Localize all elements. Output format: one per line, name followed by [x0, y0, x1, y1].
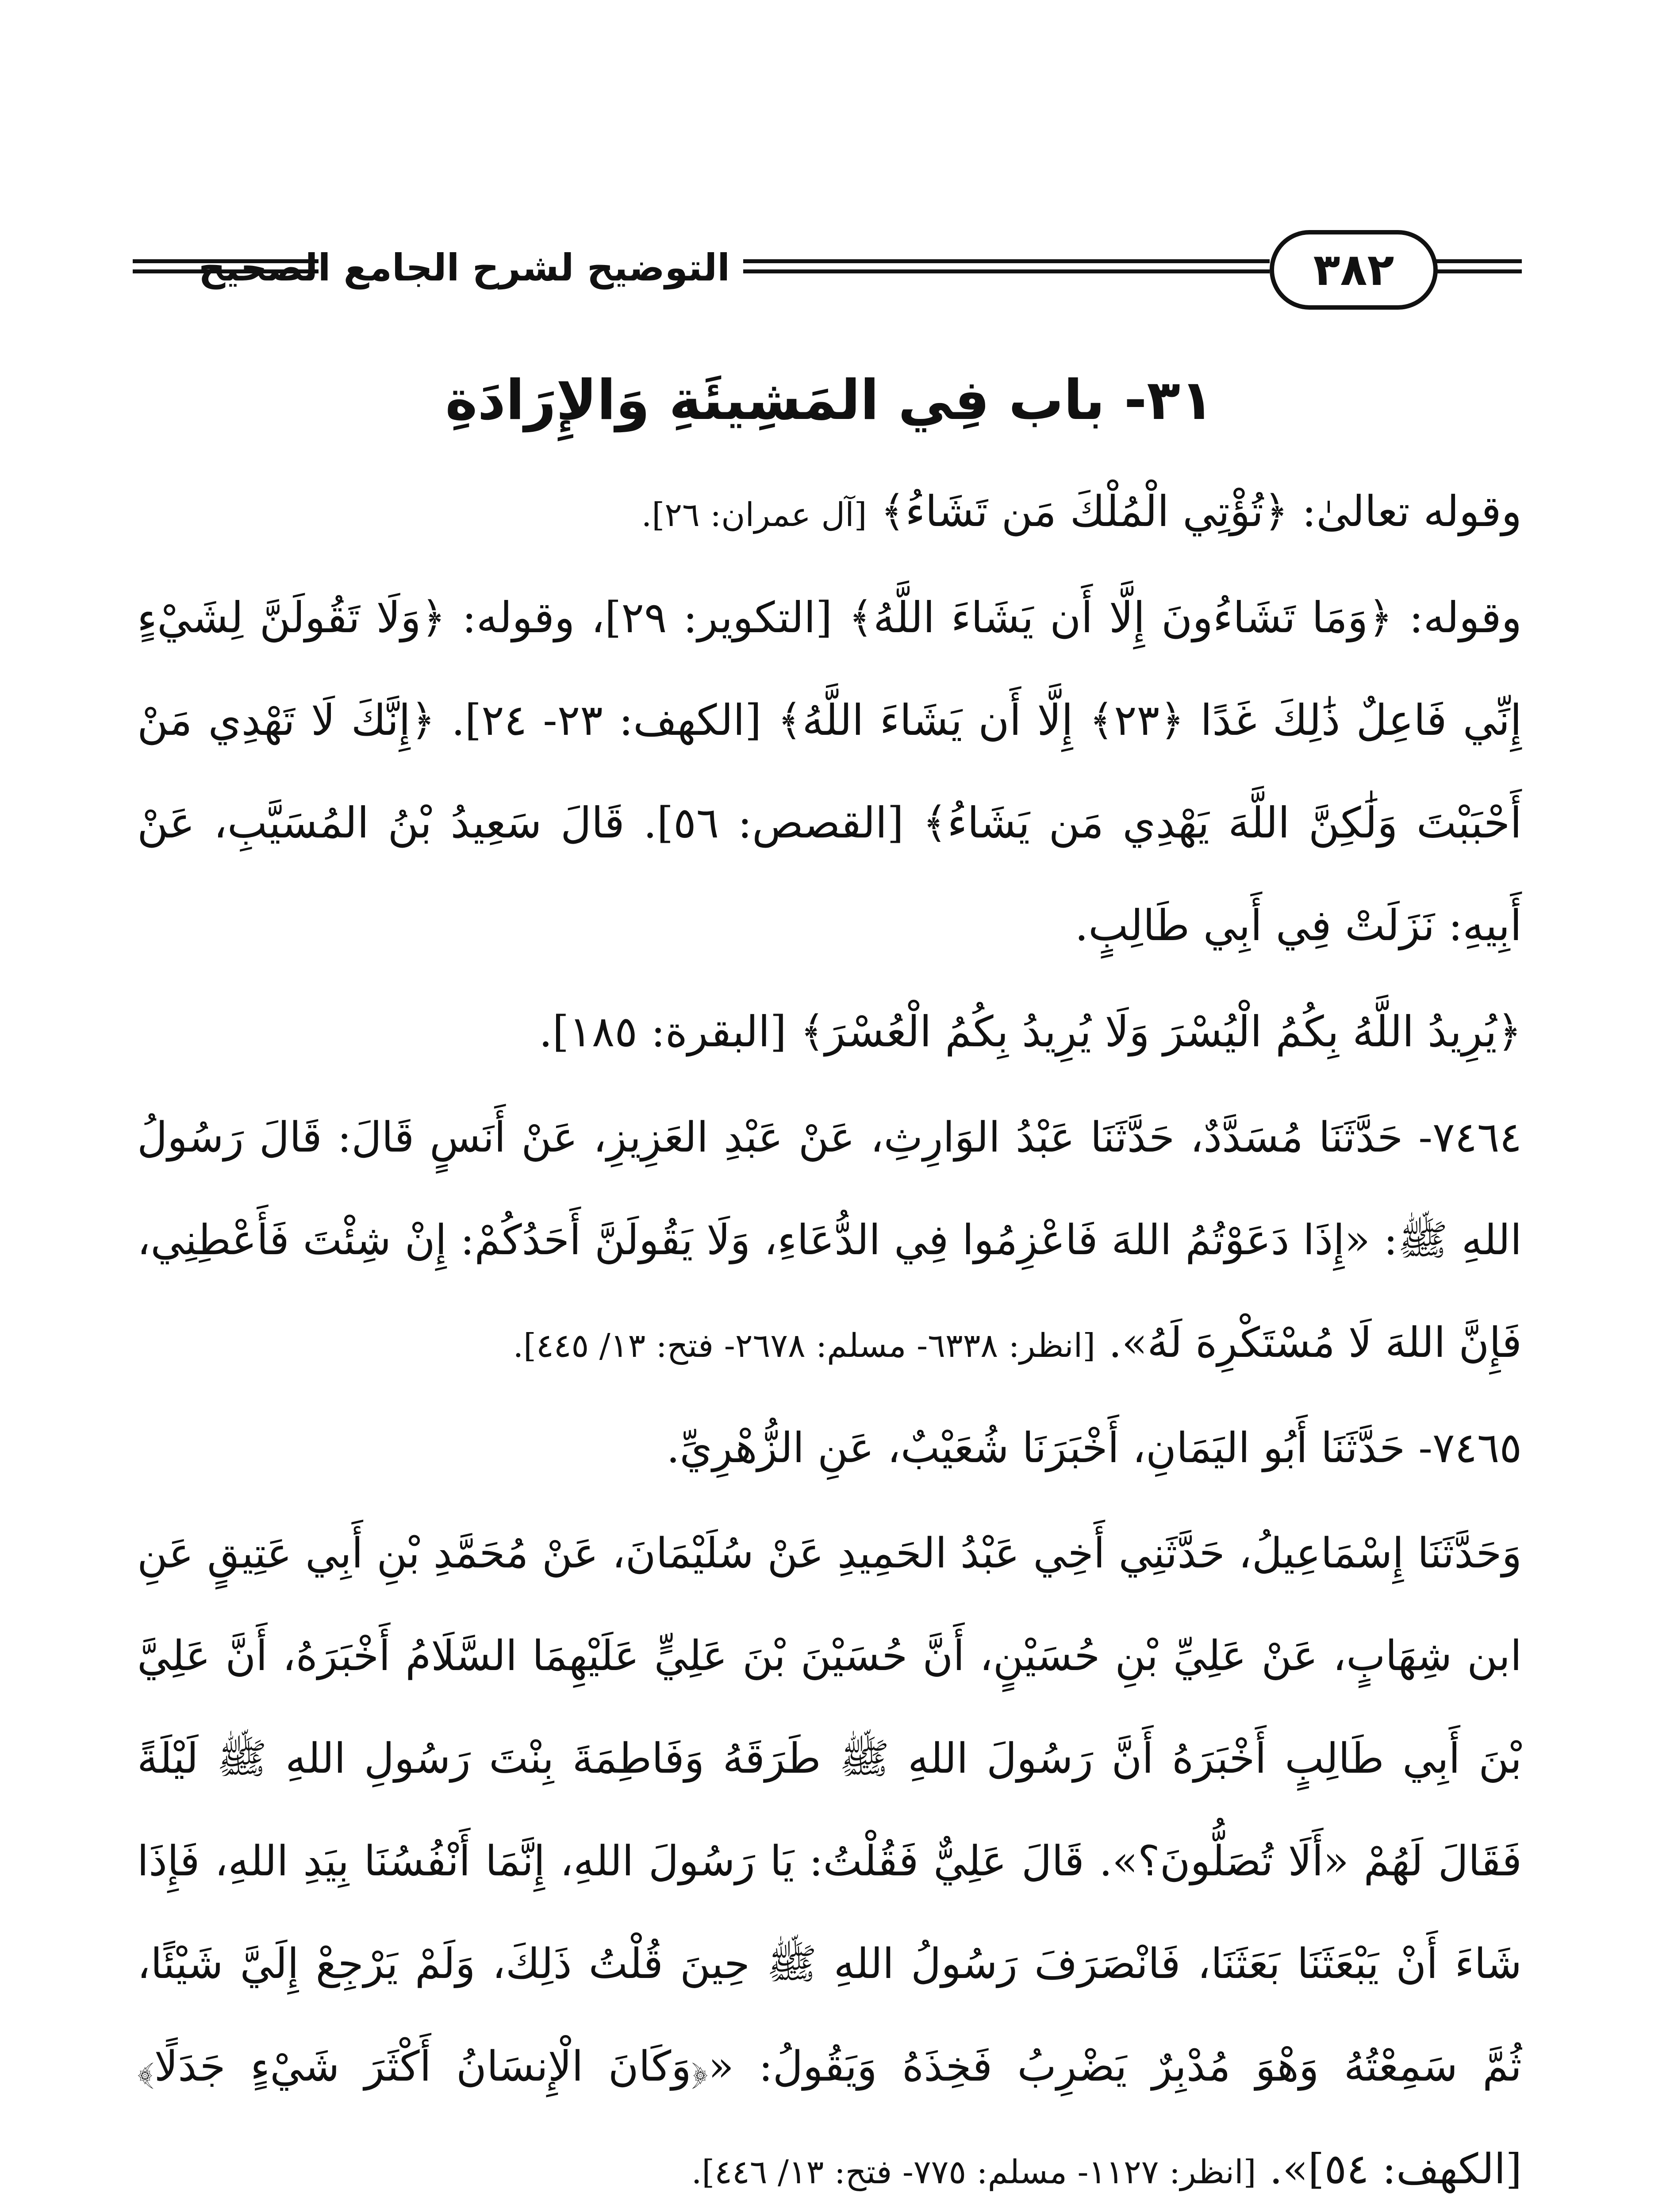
verse-text: ﴿يُرِيدُ اللَّهُ بِكُمُ الْيُسْرَ وَلَا يُرِيدُ بِكُمُ الْعُسْرَ﴾ [البقرة: ١٨٥].: [539, 1007, 1522, 1056]
header-rule-right: [1433, 259, 1522, 273]
page-number: ٣٨٢: [1270, 230, 1438, 310]
page-body: [137, 354, 1522, 2212]
running-header: [133, 230, 1522, 319]
chapter-title: ٣١- باب فِي المَشِيئَةِ وَالإِرَادَةِ: [445, 369, 1214, 432]
hadith-paragraph: [137, 1502, 1522, 2212]
verse-paragraph: [137, 460, 1522, 566]
header-rule-middle: [743, 259, 1270, 273]
hadith-paragraph: [137, 1087, 1522, 1397]
hadith-text: ٧٤٦٥- حَدَّثَنَا أَبُو اليَمَانِ، أَخْبَرَنَا شُعَيْبٌ، عَنِ الزُّهْرِيِّ.: [666, 1424, 1522, 1472]
running-title: التوضيح لشرح الجامع الصحيح: [198, 246, 730, 289]
hadith-text: وَحَدَّثَنَا إِسْمَاعِيلُ، حَدَّثَنِي أَخِي عَبْدُ الحَمِيدِ عَنْ سُلَيْمَانَ، عَنْ مُحَمَّدِ بْنِ أَبِي عَتِيقٍ عَنِ ابن شِهَابٍ، عَنْ عَلِيِّ بْنِ حُسَيْنٍ، أَنَّ حُسَيْنَ بْنَ عَلِيٍّ عَلَيْهِمَا السَّلَامُ أَخْبَرَهُ، أَنَّ عَلِيَّ بْنَ أَبِي طَالِبٍ أَخْبَرَهُ أَنَّ رَسُولَ اللهِ ﷺ طَرَقَهُ وَفَاطِمَةَ بِنْتَ رَسُولِ اللهِ ﷺ لَيْلَةً فَقَالَ لَهُمْ «أَلَا تُصَلُّونَ؟». قَالَ عَلِيٌّ فَقُلْتُ: يَا رَسُولَ اللهِ، إِنَّمَا أَنْفُسُنَا بِيَدِ اللهِ، فَإِذَا شَاءَ أَنْ يَبْعَثَنَا بَعَثَنَا، فَانْصَرَفَ رَسُولُ اللهِ ﷺ حِينَ قُلْتُ ذَلِكَ، وَلَمْ يَرْجِعْ إِلَيَّ شَيْئًا، ثُمَّ سَمِعْتُهُ وَهْوَ مُدْبِرٌ يَضْرِبُ فَخِذَهُ وَيَقُولُ: «﴿وَكَانَ الْإِنسَانُ أَكْثَرَ شَيْءٍ جَدَلًا﴾ [الكهف: ٥٤]».: [137, 1529, 1522, 2193]
hadith-text: ٧٤٦٤- حَدَّثَنَا مُسَدَّدٌ، حَدَّثَنَا عَبْدُ الوَارِثِ، عَنْ عَبْدِ العَزِيزِ، عَنْ أَنَسٍ قَالَ: قَالَ رَسُولُ اللهِ ﷺ: «إِذَا دَعَوْتُمُ اللهَ فَاعْزِمُوا فِي الدُّعَاءِ، وَلَا يَقُولَنَّ أَحَدُكُمْ: إِنْ شِئْتَ فَأَعْطِنِي، فَإِنَّ اللهَ لَا مُسْتَكْرِهَ لَهُ».: [137, 1114, 1522, 1367]
hadith-reference: [انظر: ١١٢٧- مسلم: ٧٧٥- فتح: ١٣/ ٤٤٦].: [691, 2153, 1256, 2191]
verse-text: وقوله تعالىٰ: ﴿تُؤْتِي الْمُلْكَ مَن تَشَاءُ﴾: [867, 487, 1522, 536]
verse-citation: [آل عمران: ٢٦].: [641, 496, 867, 534]
hadith-reference: [انظر: ٦٣٣٨- مسلم: ٢٦٧٨- فتح: ١٣/ ٤٤٥].: [513, 1327, 1096, 1365]
verse-text: وقوله: ﴿وَمَا تَشَاءُونَ إِلَّا أَن يَشَاءَ اللَّهُ﴾ [التكوير: ٢٩]، وقوله: ﴿وَلَا تَقُولَنَّ لِشَيْءٍ إِنِّي فَاعِلٌ ذَٰلِكَ غَدًا ﴿٢٣﴾ إِلَّا أَن يَشَاءَ اللَّهُ﴾ [الكهف: ٢٣- ٢٤]. ﴿إِنَّكَ لَا تَهْدِي مَنْ أَحْبَبْتَ وَلَٰكِنَّ اللَّهَ يَهْدِي مَن يَشَاءُ﴾ [القصص: ٥٦]. قَالَ سَعِيدُ بْنُ المُسَيَّبِ، عَنْ أَبِيهِ: نَزَلَتْ فِي أَبِي طَالِبٍ.: [137, 593, 1522, 950]
verse-paragraph: [137, 566, 1522, 980]
verse-paragraph: [137, 980, 1522, 1087]
hadith-paragraph: [137, 1397, 1522, 1502]
